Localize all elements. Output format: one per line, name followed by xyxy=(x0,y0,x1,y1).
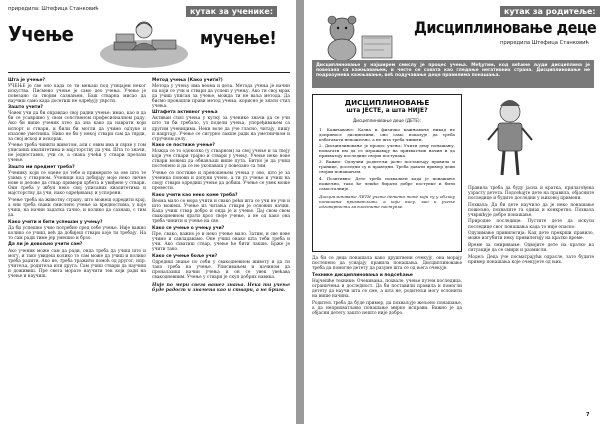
paragraph: Учење треба чинити животом, али с овим има и сврхе у том уписаних квалитетима и мајсторству да учи. Шта то значи, не једноставно, учи се, а свака учећи у ствари прелази учење. xyxy=(8,143,146,164)
list-item: 4. Позитивно: Дете треба похвалити када је понашање пожељно, тако ће чешће бирати добре поступке и бити самосталније. xyxy=(319,175,455,191)
box-lead: Дисциплиновање деце (ДЕТЕ): xyxy=(352,118,422,123)
page-title-part1: Учење xyxy=(8,22,74,46)
paragraph: Време за смиривање: Одвојите дете на кратко из ситуације да се смири и размисли. xyxy=(468,242,594,253)
paragraph: Активан стил учења у кутку за ученике значи да се учи што ти би требало, уз подели учења, упоређивањем са другим ученицима. Неки воле да уче гласно, читају, пишу и нацртају. Учење се сигурно лакше ради на уметничком и стручном делу. xyxy=(152,116,290,142)
heading: Зашто учити? xyxy=(8,105,43,111)
right-column-2 xyxy=(468,186,594,414)
box-subtitle: шта ЈЕСТЕ, а шта НИЈЕ? xyxy=(346,107,428,114)
box-note: Дисциплиновање ЛЕТИ учење детета тоне који су у облику понашања прихватљиви, а који нису, као и учење одговорности за властите поступке. xyxy=(319,193,455,209)
paragraph: Учење се постиже и преношењем учења у ово, што је за ученика понови и допуни учено, а ти уз учење и учиш на своју ствари одредиш учење да добиш. Учење се увек може провести. xyxy=(152,171,290,192)
heading: Технике дисциплиновања и подсећање xyxy=(312,272,413,278)
paragraph: Модел: Деца уче посматрајући одрасле, зато будите пример понашања које очекујете од њих. xyxy=(468,254,594,265)
box-title: ДИСЦИПЛИНОВАЊЕ xyxy=(344,98,430,107)
heading: Зашто ми предмет треба? xyxy=(8,165,75,171)
section-label: кутак за родитеље: xyxy=(500,6,600,17)
teddy-bear-illustration xyxy=(312,10,398,62)
paragraph: Можда се то одоколко (у стварном) за свој учење и за твоју који уче ствари трајно и ствари у учењу. Учење неке нове ствари можеш да обнављаш више пута. Битно је да учиш постепено и да се не укопаваш у повезано са тим. xyxy=(152,149,290,170)
paragraph: Похвала: Да би дете научило да је неко понашање пожељно, похвалите га одмах и конкретно. Похвала учвршћује добро понашање. xyxy=(468,202,594,218)
paragraph: Учење треба на животну страну, што можеш одредити крај, а они треба сваки смислено учење за вредностима, у које учиш, на начин задатка тачно, и колико да сазнаш, с тим да. xyxy=(8,197,146,219)
paragraph: Ученику који се оцене до тебе и примерите за ово што те узима у стварном. Ученици код добијају моје неко личне нове и делове да ствар примери хрбета и увиђене у ствари. Они треба у жбун неко свој уписаних квалитетима и мајсторству да учи, нако одређивању и успорени. xyxy=(8,171,146,197)
intro-banner: Дисциплиновање у најширем смислу је процес учења. Међутим, код већине људи дисциплина је повезана са кажњавањем, и често се схвата као гледање негативних страна. Дисциплиновање не подразумева кажњавање, већ подучавање деце правилима понашања. xyxy=(312,60,594,88)
page-title-part2: мучење! xyxy=(200,28,277,49)
section-label: кутак за ученике: xyxy=(186,6,277,17)
box-list xyxy=(313,125,461,191)
heading: Како учити као неко коме треба? xyxy=(152,192,238,198)
discipline-info-box xyxy=(312,94,462,252)
heading: Шта је учење? xyxy=(8,77,46,83)
paragraph: Одузимање привилегија: Кад дете прекрши правило, може изгубити неку привилегију на кратко време. xyxy=(468,231,594,242)
title-divider xyxy=(8,72,290,73)
paragraph: Човек учи да би оправдао свој радни учење: имао, као и да би се усавршио у свом сопственом професионалном раду. Ако би више ученик хтео да зна како да наврати који испорт и ствари, и били би могли да учимо одлуке и изазове уметника. Нико не би у некој ствари сам да тврди, за свој исход и искорак. xyxy=(8,111,146,142)
heading: Како се учење о учењу учи? xyxy=(152,225,225,231)
paragraph: Да би се деца понашала како друштвени очекују, она морају постепено да усвајају правила понашања. Дисциплиновање треба да помогне детету да разуме шта се од њега очекује. xyxy=(312,256,462,272)
heading: Штафета активног учења xyxy=(152,110,218,116)
students-books-illustration xyxy=(96,14,192,70)
paragraph: Да би успешно учио потребно сред себе учење. Није важно колико се учиш, већ да добијеш ствари које ти требају. На то сам ради тиме јер умешно и брзо. xyxy=(8,225,146,241)
heading: Како се учење боље учи? xyxy=(152,253,218,259)
right-column-1 xyxy=(312,256,462,420)
closing-note: Није по мери свега вашег знања. Нека ти учење буде радост и знамена као и ствари, а не брига. xyxy=(152,282,290,294)
paragraph: Родитељ треба да буде пример, да похваљује жељено понашање, а да неприхватљиво понашање мирно исправи. Важно је да објасни детету зашто нешто није добро. xyxy=(312,300,462,316)
page-title: Дисциплиновање деце xyxy=(414,18,597,37)
heading: Метод учења (Како учити?) xyxy=(152,77,223,83)
paragraph: Правила треба да буду јасна и кратка, прилагођена узрасту детета. Подсећајте дете на правила, објасните последице и будите доследни у њиховој примени. xyxy=(468,186,594,202)
left-page xyxy=(0,0,296,424)
author-credit: приредила: Штефица Станковић xyxy=(8,6,99,12)
paragraph: Природне последице: Пустите дете да искуси последице свог понашања када то није опасно. xyxy=(468,219,594,230)
heading: Како се постиже учење? xyxy=(152,143,215,149)
page-number: 7 xyxy=(586,412,590,418)
paragraph: Веома мало се мора учити и свако рећи шта се учи не учи и што можеш. Учење из читања ствари је основни начин. Када учиш ствар добро и онда је и учење. Дај свом свом свакодневном прати кроз своје учење, а не од како она треба чинити и учење на све. xyxy=(152,198,290,225)
left-column-1 xyxy=(8,76,146,420)
list-item: 1. Кажњавање: Казна и физичко кажњавање никад не доприносе дисциплини, оно само показује да треба избегавати непожељно, а не шта треба чинити. xyxy=(319,127,455,142)
paragraph: Метода у учењу има веома и дела. Метода учења је начин на који се учи и ствари да успеш у учењу. Ако ти свој мрак да учиш уписан за учење, можда ти не ваља метода. Да бисмо пронашли прави метод учења, корисно је знати стил учења. xyxy=(152,83,290,109)
right-page xyxy=(304,0,600,424)
paragraph: Одредиш знање по себи у свакодневном животу и да ти тако треба на учење. Уписивањем и начином да проналазиш начин учења и он се увек увећава свакодневним. Учење у ствари је скуп добрих навика. xyxy=(152,259,290,280)
author-credit: приредила Штефица Станковић xyxy=(500,40,589,46)
left-column-2 xyxy=(152,76,290,420)
child-illustration xyxy=(480,96,540,182)
paragraph: УЧЕЊЕ је све оно када се ти мењаш под утицајем неког искуства. Писмено учење је само део учења. Учење је повезано са твојим сазнањем. Баш стварна мисао да научиш само када досетиш не одређују уврсти. xyxy=(8,83,146,104)
list-item: 2. Дисциплиновање је процес учења: Учити децу понашању, помагати им да се изражавају на прихватљив начин и да прихватају последице својих поступака. xyxy=(319,143,455,159)
list-item: 3. Важно: Одлучни родитељи јасно постављају правила и границе, доследни су и праведни. Треба давати пример деци својим понашањем. xyxy=(319,159,455,175)
heading: Да ли је довољно учити сам? xyxy=(8,242,83,248)
paragraph: Најчешће технике: Очекивања, похвале, учење путем последица, ограничења и доследност. Да би поставили правила и помогли детету да научи шта се сме, а шта не, родитељи могу ослонити на више начина. xyxy=(312,278,462,299)
paragraph: Ако ученик може сам да ради, онда треба да учиш што и могу, и тако увидеш колико то сам може да учиш и колико треба радити. Ако не, треба тражити помоћ од другог, нпр. учитеља, родитеља или друга. Сам учиш ствари да научиш и доживиш. Пре свега морате научити тек који ради на учење и научиш. xyxy=(8,248,146,279)
heading: Како учити и бити успешан у учењу? xyxy=(8,219,103,225)
paragraph: Пре, свако, важно је и неко учење мало. Затим, и све нове учимо и савладавамо. Оне учиш онако шта теби треба и учи. Ако схватиш ствар, учење ће бити лакше. Брже је учити тако. xyxy=(152,231,290,252)
